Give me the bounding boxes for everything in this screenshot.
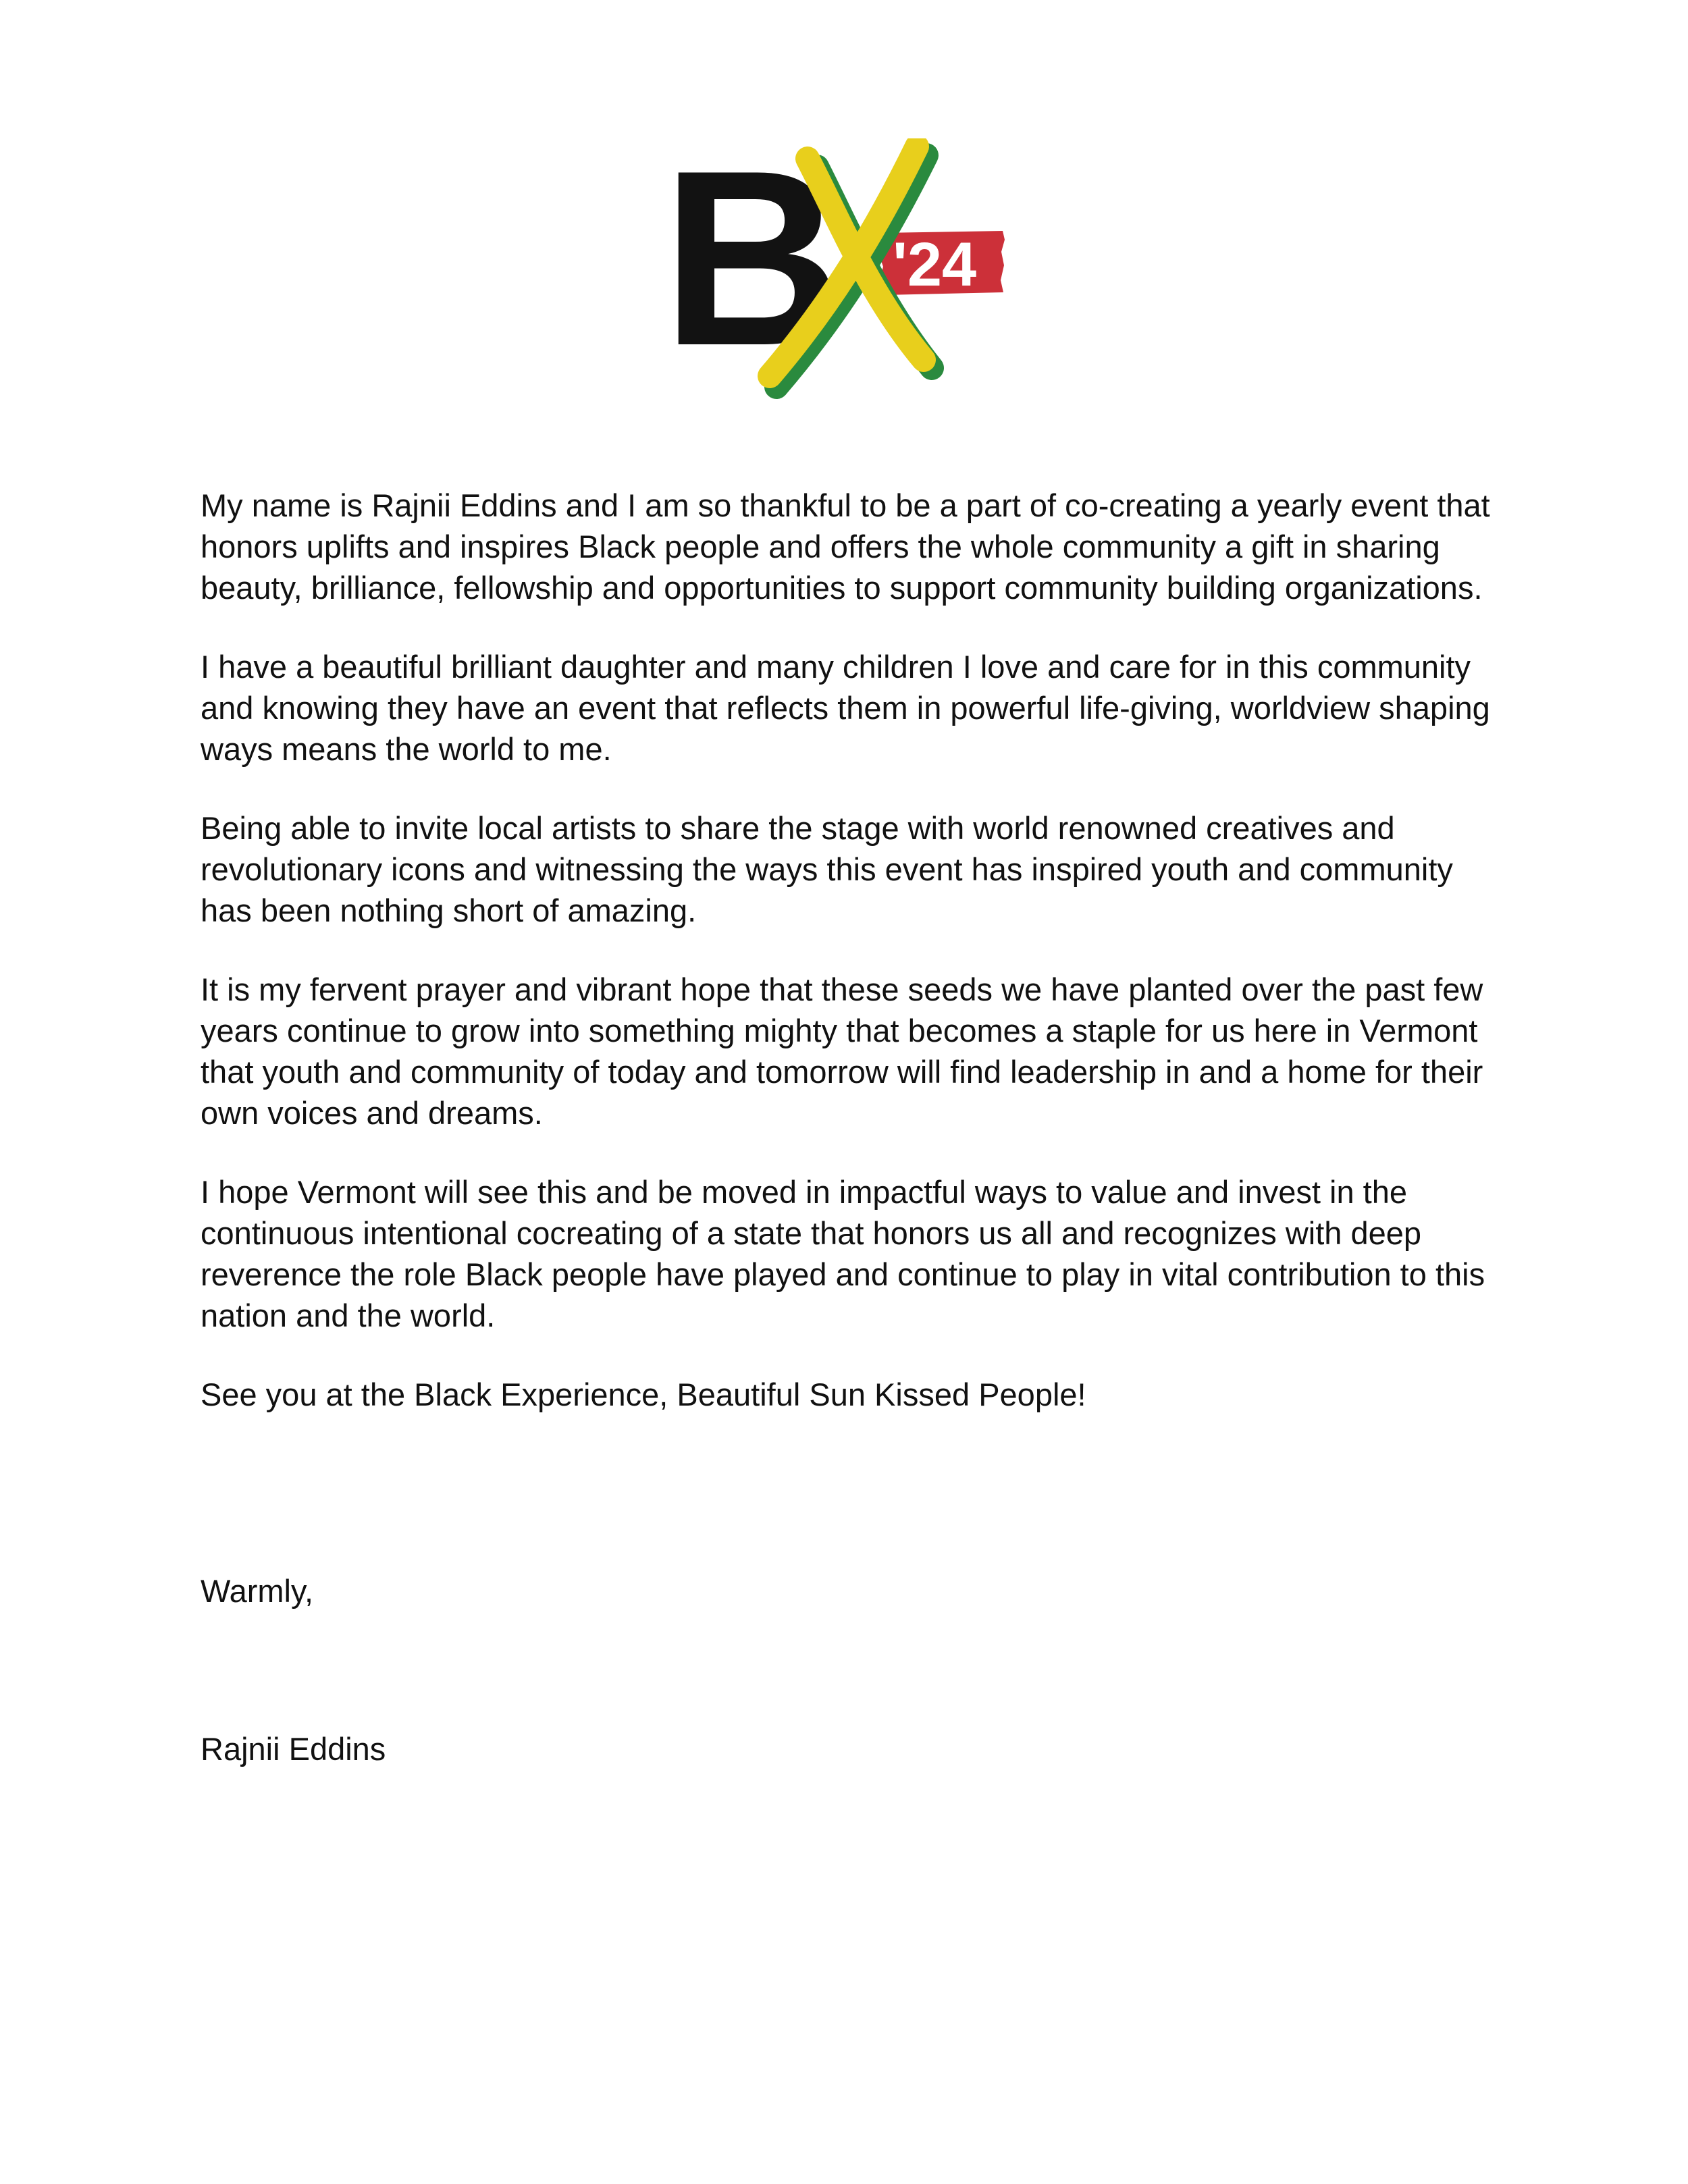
bx24-logo [662, 138, 1026, 402]
bx24-logo-graphic [662, 138, 1026, 402]
logo-year-text: '24 [893, 230, 977, 299]
letter-paragraph-5: I hope Vermont will see this and be moved in impactful ways to value and invest in the continuous intentional cocreating of a state that honors us all and recognizes with deep reverence the role Black people have played and continue to play in vital contribution to this nation and the world. [201, 1174, 1485, 1333]
letter-signature: Rajnii Eddins [201, 1731, 386, 1767]
logo-letter-b: B [662, 138, 843, 398]
letter-paragraph-2: I have a beautiful brilliant daughter and many children I love and care for in this community and knowing they have an event that reflects them in powerful life-giving, worldview shaping ways means the world to me. [201, 649, 1490, 767]
letter-closing: Warmly, [201, 1573, 314, 1609]
letter-paragraph-3: Being able to invite local artists to share the stage with world renowned creatives and revolutionary icons and witnessing the ways this event has inspired youth and community has been nothing short of amazing. [201, 810, 1453, 928]
letter-paragraph-1: My name is Rajnii Eddins and I am so thankful to be a part of co-creating a yearly event that honors uplifts and inspires Black people and offers the whole community a gift in sharing beauty, brilliance, fellowship and opportunities to support community building organizations. [201, 487, 1490, 606]
letter-body [201, 485, 1497, 1453]
letter-paragraph-4: It is my fervent prayer and vibrant hope that these seeds we have planted over the past few years continue to grow into something mighty that becomes a staple for us here in Vermont that youth and community of today and tomorrow will find leadership in and a home for their own voices and dreams. [201, 971, 1483, 1131]
letter-paragraph-6: See you at the Black Experience, Beautiful Sun Kissed People! [201, 1377, 1086, 1412]
